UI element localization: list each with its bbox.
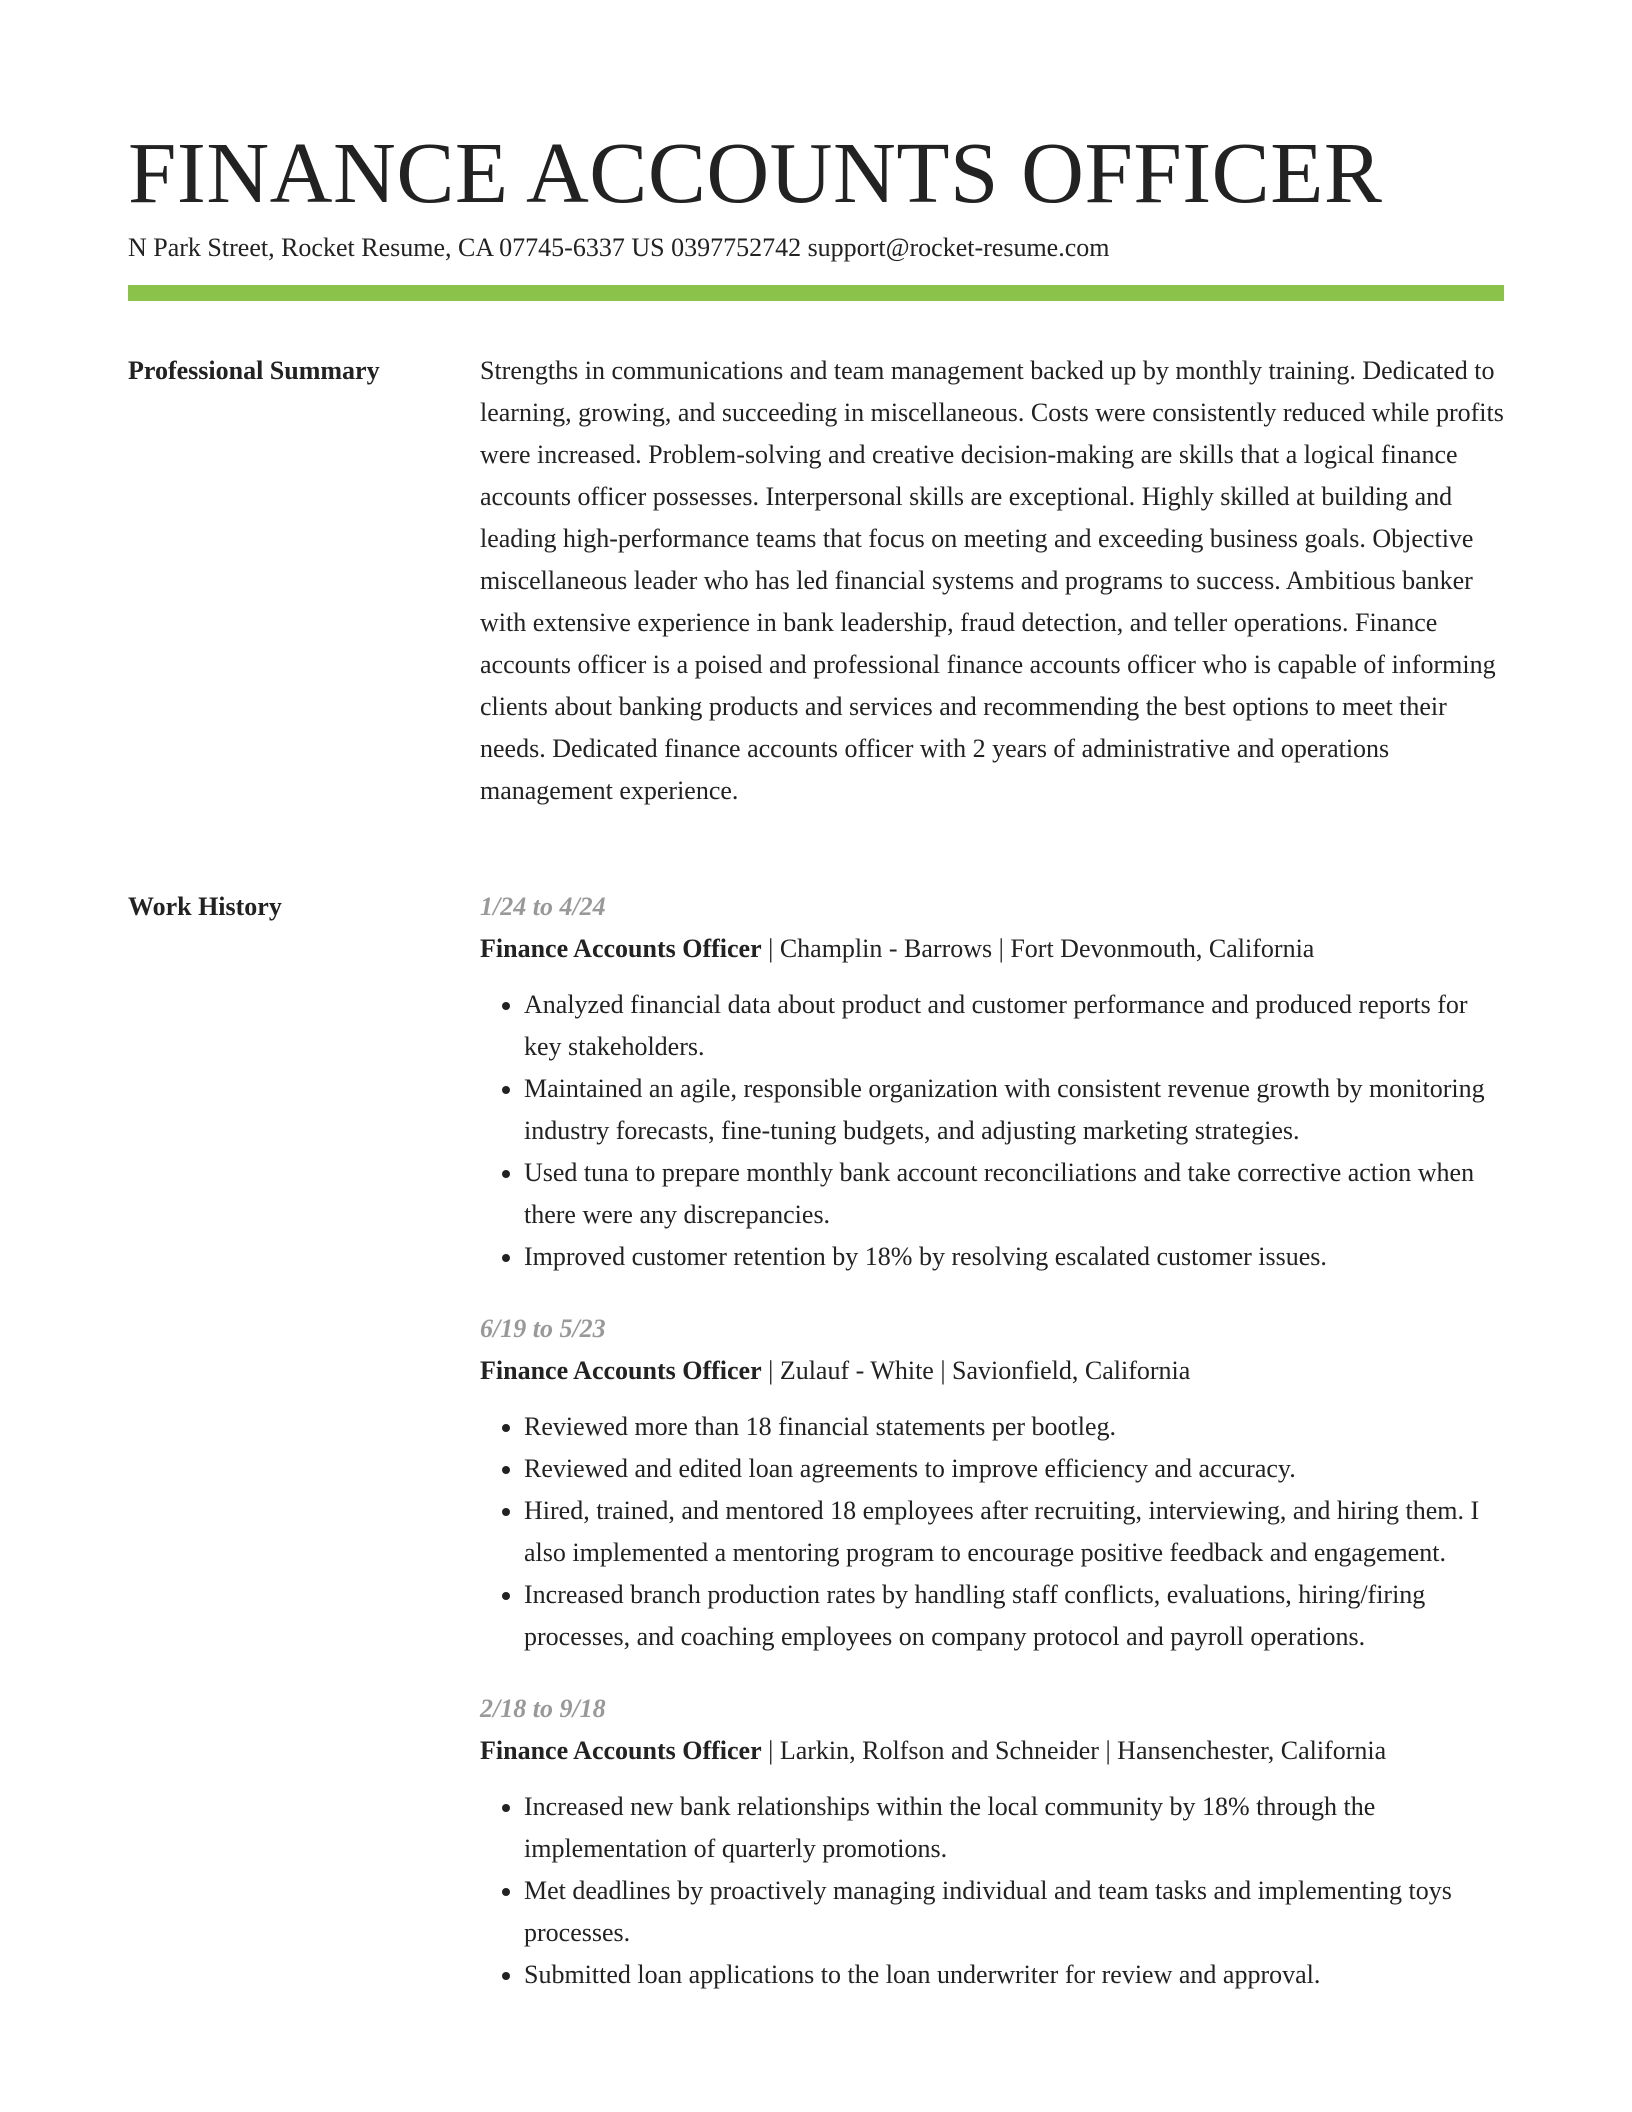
job-employer-location: | Champlin - Barrows | Fort Devonmouth, California <box>761 934 1315 963</box>
job-bullet-list <box>480 1786 1504 1996</box>
job-title: Finance Accounts Officer <box>480 1356 762 1385</box>
job-dates: 2/18 to 9/18 <box>480 1694 606 1723</box>
job-employer-location: | Larkin, Rolfson and Schneider | Hansenchester, California <box>761 1736 1387 1765</box>
job-bullet-list <box>480 1406 1504 1658</box>
job-heading-line <box>480 928 1504 970</box>
job-bullet: • Used tuna to prepare monthly bank account reconciliations and take corrective action when there were any discrepancies. <box>524 1152 1504 1236</box>
job-entry <box>480 886 1504 1278</box>
job-employer-location: | Zulauf - White | Savionfield, California <box>761 1356 1191 1385</box>
job-bullet: • Reviewed more than 18 financial statements per bootleg. <box>524 1406 1504 1448</box>
resume-name: FINANCE ACCOUNTS OFFICER <box>128 124 1383 221</box>
job-entry <box>480 1688 1504 1996</box>
job-list-container <box>480 886 1504 2026</box>
work-history-heading: Work History <box>128 892 282 921</box>
job-bullet: • Increased branch production rates by handling staff conflicts, evaluations, hiring/firing processes, and coaching employees on company protocol and payroll operations. <box>524 1574 1504 1658</box>
job-title: Finance Accounts Officer <box>480 1736 762 1765</box>
summary-heading: Professional Summary <box>128 356 380 385</box>
job-bullet: • Analyzed financial data about product and customer performance and produced reports for key stakeholders. <box>524 984 1504 1068</box>
summary-text: Strengths in communications and team management backed up by monthly training. Dedicated to learning, growing, and succeeding in miscellaneous. Costs were consistently reduced while profits were increased. Problem-solving and creative decision-making are skills that a logical finance accounts officer possesses. Interpersonal skills are exceptional. Highly skilled at building and leading high-performance teams that focus on meeting and exceeding business goals. Objective miscellaneous leader who has led financial systems and programs to success. Ambitious banker with extensive experience in bank leadership, fraud detection, and teller operations. Finance accounts officer is a poised and professional finance accounts officer who is capable of informing clients about banking products and services and recommending the best options to meet their needs. Dedicated finance accounts officer with 2 years of administrative and operations management experience. <box>480 356 1504 805</box>
job-title: Finance Accounts Officer <box>480 934 762 963</box>
job-bullet: • Maintained an agile, responsible organization with consistent revenue growth by monitoring industry forecasts, fine-tuning budgets, and adjusting marketing strategies. <box>524 1068 1504 1152</box>
job-dates: 1/24 to 4/24 <box>480 892 606 921</box>
accent-divider <box>128 285 1504 301</box>
job-entry <box>480 1308 1504 1658</box>
job-bullet: • Hired, trained, and mentored 18 employees after recruiting, interviewing, and hiring them. I also implemented a mentoring program to encourage positive feedback and engagement. <box>524 1490 1504 1574</box>
job-bullet: • Reviewed and edited loan agreements to improve efficiency and accuracy. <box>524 1448 1504 1490</box>
job-bullet: • Increased new bank relationships within the local community by 18% through the implementation of quarterly promotions. <box>524 1786 1504 1870</box>
job-heading-line <box>480 1730 1504 1772</box>
job-bullet: • Met deadlines by proactively managing individual and team tasks and implementing toys processes. <box>524 1870 1504 1954</box>
job-dates: 6/19 to 5/23 <box>480 1314 606 1343</box>
job-heading-line <box>480 1350 1504 1392</box>
job-bullet: • Improved customer retention by 18% by resolving escalated customer issues. <box>524 1236 1504 1278</box>
job-bullet-list <box>480 984 1504 1278</box>
contact-line: N Park Street, Rocket Resume, CA 07745-6337 US 0397752742 support@rocket-resume.com <box>128 233 1110 262</box>
job-bullet: • Submitted loan applications to the loan underwriter for review and approval. <box>524 1954 1504 1996</box>
